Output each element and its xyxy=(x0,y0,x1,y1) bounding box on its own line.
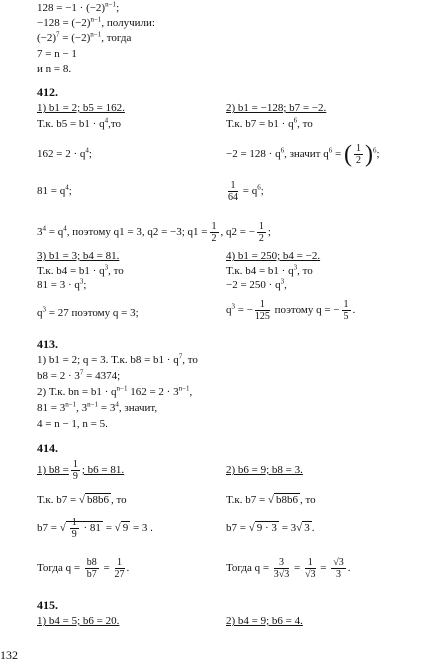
text: ,то xyxy=(108,118,122,130)
text: q xyxy=(37,307,43,319)
text: −2 = 250 · q xyxy=(226,279,281,291)
fraction xyxy=(274,557,290,580)
text: Т.к. b7 = xyxy=(37,494,77,506)
numerator: 1 xyxy=(115,557,125,569)
text: Т.к. b4 = b1 · q xyxy=(226,265,294,277)
numerator: 1 xyxy=(258,220,264,232)
p413-l4 xyxy=(37,402,157,415)
sqrt-body: 3 xyxy=(304,522,310,534)
denominator: b7 xyxy=(86,568,97,580)
sup: 3 xyxy=(280,277,285,286)
text: , то xyxy=(297,118,313,130)
text: ; xyxy=(68,185,72,197)
numerator: 1 xyxy=(343,298,349,310)
sup: 3 xyxy=(231,302,235,311)
text: −2 = 128 · q xyxy=(226,148,281,160)
text: . xyxy=(347,562,351,574)
numerator: 1 xyxy=(72,458,78,470)
denominator: √3 xyxy=(305,568,316,580)
top-line-3 xyxy=(37,32,131,45)
p412-c3-head: 3) b1 = 3; b4 = 81. xyxy=(37,250,120,262)
numerator: b8 xyxy=(86,556,97,568)
p412-c3-e1 xyxy=(37,279,86,292)
p412-c4-tk xyxy=(226,265,313,278)
text: = 3 . xyxy=(130,522,153,534)
text: , то xyxy=(110,494,127,506)
p412-c4-e2 xyxy=(226,297,355,323)
problem-413-number: 413. xyxy=(37,337,58,351)
p412-c1-head: 1) b1 = 2; b5 = 162. xyxy=(37,102,125,114)
denominator: 9 xyxy=(71,528,77,540)
top-line-4: 7 = n − 1 xyxy=(37,48,77,60)
sup: 6 xyxy=(293,116,298,125)
text: , то xyxy=(299,494,316,506)
page-number: 132 xyxy=(0,648,18,662)
p412-c4-e1 xyxy=(226,279,287,292)
sup: 6 xyxy=(257,183,261,192)
text: . xyxy=(311,522,315,534)
text: = xyxy=(291,562,304,574)
text: = q xyxy=(46,226,64,238)
p412-c3-e2 xyxy=(37,307,139,320)
denominator: 5 xyxy=(343,310,349,322)
denominator: 2 xyxy=(355,154,361,166)
text: поэтому q = − xyxy=(271,304,340,316)
text: . xyxy=(352,304,356,316)
sup: 3 xyxy=(42,305,46,314)
paren-right: ) xyxy=(364,141,373,168)
p412-c2-e1 xyxy=(226,140,380,168)
text: 1) b8 = xyxy=(37,464,69,476)
p412-c2-e2 xyxy=(226,178,264,204)
text: , то xyxy=(297,265,313,277)
p414-c1-tk: Т.к. b7 = √ b8b6 , то xyxy=(37,494,127,506)
text: 81 = q xyxy=(37,185,66,197)
sup: 6 xyxy=(372,146,377,155)
text: = 3 xyxy=(278,522,297,534)
text: = xyxy=(100,562,113,574)
sup: n−1 xyxy=(90,30,102,39)
sup: 3 xyxy=(293,263,298,272)
text: = 4374; xyxy=(83,370,121,382)
sup: 6 xyxy=(280,146,285,155)
p414-c1-head xyxy=(37,458,124,482)
text: , значит q xyxy=(284,148,329,160)
p412-c1-e3 xyxy=(37,219,271,245)
text: 162 = 2 · 3 xyxy=(127,386,179,398)
text: = xyxy=(102,522,115,534)
fraction xyxy=(354,143,363,166)
text: 3 xyxy=(37,226,43,238)
p413-l2 xyxy=(37,370,120,383)
p413-l5: 4 = n − 1, n = 5. xyxy=(37,418,108,430)
text: = q xyxy=(240,185,258,197)
text: b7 = xyxy=(37,522,57,534)
denominator: 3 xyxy=(335,568,341,580)
text: 81 = 3 · q xyxy=(37,279,80,291)
fraction xyxy=(228,180,238,203)
text: ; xyxy=(88,148,92,160)
sup: n−1 xyxy=(87,400,99,409)
numerator: 1 xyxy=(211,220,217,232)
p414-c2-e2 xyxy=(226,555,350,581)
sup: n−1 xyxy=(178,384,190,393)
p412-c1-e1 xyxy=(37,148,92,161)
numerator: 3 xyxy=(274,557,290,569)
p414-c2-e1: b7 = √ 9 · 3 = 3√ 3 . xyxy=(226,522,315,534)
text: b7 = xyxy=(226,522,246,534)
text: Т.к. b7 = xyxy=(226,494,266,506)
sup: 3 xyxy=(79,277,84,286)
text: (−2) xyxy=(37,32,57,44)
fraction xyxy=(331,557,346,580)
p412-c1-tk xyxy=(37,118,121,131)
text: , то xyxy=(182,354,198,366)
top-line-2 xyxy=(37,17,155,30)
fraction xyxy=(85,557,99,580)
p414-c1-e2 xyxy=(37,555,129,581)
text: Т.к. b5 = b1 · q xyxy=(37,118,105,130)
sup: n−1 xyxy=(105,0,117,9)
fraction xyxy=(71,459,80,482)
fraction xyxy=(305,557,316,580)
p412-c3-tk xyxy=(37,265,124,278)
top-line-5: и n = 8. xyxy=(37,63,72,75)
text: Т.к. b7 = b1 · q xyxy=(226,118,294,130)
text: , поэтому q1 = 3, q2 = −3; q1 = xyxy=(66,226,208,238)
p414-c2-head: 2) b6 = 9; b8 = 3. xyxy=(226,464,303,476)
text: , получили: xyxy=(101,17,155,29)
sup: n−1 xyxy=(90,15,102,24)
denominator: 2 xyxy=(258,232,264,244)
sup: n−1 xyxy=(116,384,128,393)
p412-c1-e2 xyxy=(37,185,72,198)
p415-c1: 1) b4 = 5; b6 = 20. xyxy=(37,615,120,627)
sup: 3 xyxy=(104,263,109,272)
text: , то xyxy=(108,265,124,277)
text: = xyxy=(317,562,330,574)
sup: 7 xyxy=(56,30,60,39)
text: , значит, xyxy=(118,402,158,414)
sqrt-body xyxy=(66,516,103,540)
text: ; xyxy=(376,148,380,160)
text: ; b6 = 81. xyxy=(81,464,125,476)
text: Тогда q = xyxy=(37,562,81,574)
denominator: 125 xyxy=(254,310,270,322)
sup: 4 xyxy=(115,400,119,409)
sup: 4 xyxy=(85,146,89,155)
text: = 27 поэтому q = 3; xyxy=(46,307,139,319)
sup: 4 xyxy=(65,183,69,192)
text: . xyxy=(126,562,130,574)
p413-l3 xyxy=(37,386,192,399)
sup: 7 xyxy=(178,352,183,361)
text: −128 = (−2) xyxy=(37,17,91,29)
p412-c4-head: 4) b1 = 250; b4 = −2. xyxy=(226,250,321,262)
text: = (−2) xyxy=(59,32,91,44)
fraction xyxy=(255,299,270,322)
denominator: 2 xyxy=(211,232,217,244)
text: = 3 xyxy=(98,402,116,414)
numerator: 1 xyxy=(305,557,316,569)
text: 128 = −1 · (−2) xyxy=(37,2,106,14)
fraction xyxy=(257,221,266,244)
text: ; xyxy=(83,279,87,291)
denominator: 27 xyxy=(114,568,125,580)
top-line-1: $128 = -1 \cdot (-2)^{n-1}$; xyxy=(37,0,120,14)
text: , xyxy=(189,386,193,398)
text: b8 = 2 · 3 xyxy=(37,370,80,382)
text: Тогда q = xyxy=(226,562,270,574)
text: 81 = 3 xyxy=(37,402,66,414)
sqrt-body: 9 xyxy=(122,522,129,534)
sup: 7 xyxy=(79,368,84,377)
paren-left: ( xyxy=(343,141,352,168)
p414-c1-e1: b7 = √ $\frac{1}{9}$ · 81 = √ 9 = 3 . xyxy=(37,516,153,540)
p412-c2-head: 2) b1 = −128; b7 = −2. xyxy=(226,102,327,114)
fraction xyxy=(70,517,79,540)
p414-c2-tk: Т.к. b7 = √ b8b6 , то xyxy=(226,494,316,506)
text: ; xyxy=(267,226,271,238)
text: q xyxy=(226,304,232,316)
text: 2) Т.к. bn = b1 · q xyxy=(37,386,117,398)
sup: 4 xyxy=(63,224,67,233)
text: = − xyxy=(235,304,253,316)
text: Т.к. b4 = b1 · q xyxy=(37,265,105,277)
problem-414-number: 414. xyxy=(37,441,58,455)
text: 162 = 2 · q xyxy=(37,148,86,160)
text: , 3 xyxy=(76,402,88,414)
p413-l1 xyxy=(37,354,198,367)
text: · 81 xyxy=(80,522,101,534)
fraction xyxy=(342,299,351,322)
numerator: 1 xyxy=(228,180,238,192)
denominator: 64 xyxy=(228,191,238,203)
sqrt-body: b8b6 xyxy=(86,494,109,506)
text: ; xyxy=(260,185,264,197)
sup: 6 xyxy=(328,146,333,155)
text: , xyxy=(284,279,287,291)
problem-412-number: 412. xyxy=(37,85,58,99)
fraction xyxy=(115,557,125,580)
sup: n−1 xyxy=(65,400,77,409)
text: , q2 = − xyxy=(220,226,255,238)
numerator: 1 xyxy=(255,299,270,311)
text: = xyxy=(332,148,344,160)
sup: 4 xyxy=(42,224,46,233)
numerator: 1 xyxy=(355,142,361,154)
problem-415-number: 415. xyxy=(37,598,58,612)
sup: 4 xyxy=(104,116,109,125)
sqrt-body: b8b6 xyxy=(275,494,298,506)
numerator: √3 xyxy=(333,556,344,568)
numerator: 1 xyxy=(71,516,77,528)
sqrt-body: 9 · 3 xyxy=(256,522,277,534)
p415-c2: 2) b4 = 9; b6 = 4. xyxy=(226,615,303,627)
denominator: 9 xyxy=(72,470,78,482)
text: , тогда xyxy=(101,32,132,44)
fraction xyxy=(210,221,219,244)
text: 1) b1 = 2; q = 3. Т.к. b8 = b1 · q xyxy=(37,354,179,366)
p412-c2-tk xyxy=(226,118,313,131)
denominator: 3√3 xyxy=(273,568,290,580)
